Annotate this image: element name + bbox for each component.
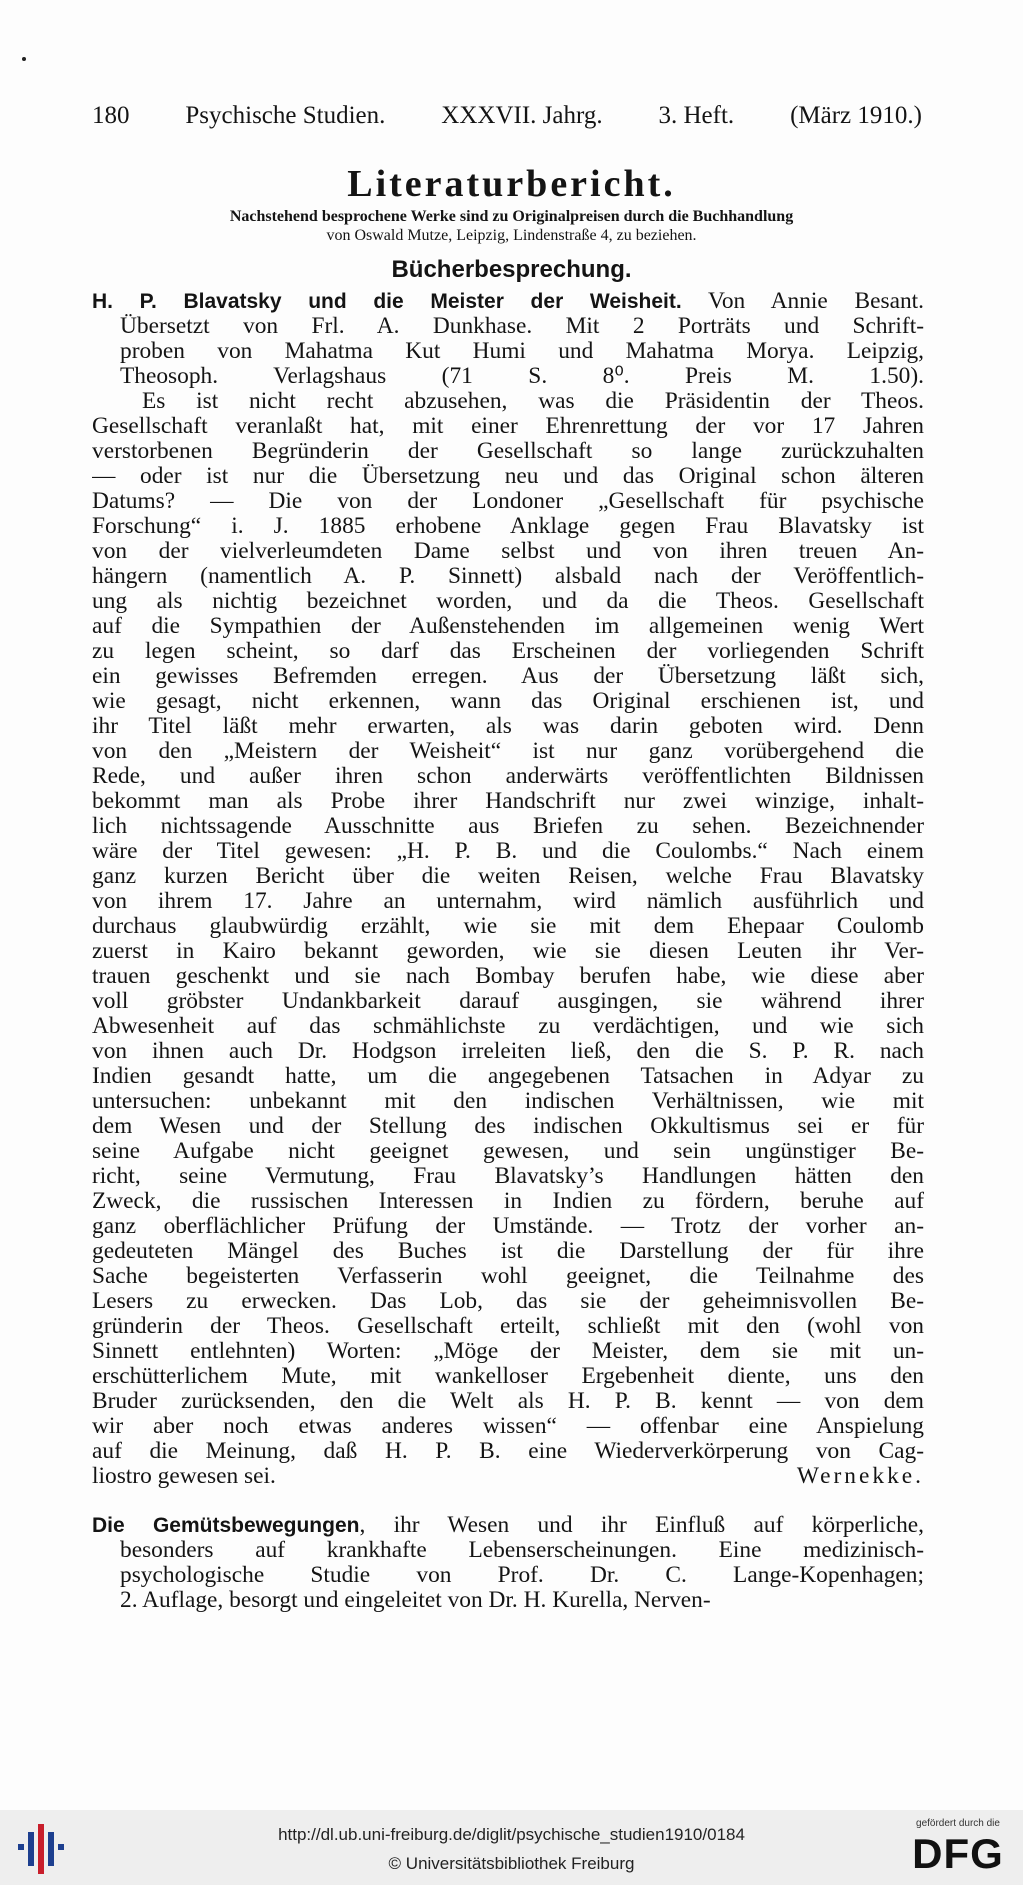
text-line: Gesellschaft veranlaßt hat, mit einer Ehrenrettung der vor 17 Jahren: [92, 414, 924, 439]
text-line: psychologische Studie von Prof. Dr. C. Lange-Kopenhagen;: [120, 1563, 924, 1588]
section-title: Literaturbericht.: [347, 163, 676, 205]
volume: XXXVII. Jahrg.: [441, 102, 603, 129]
text-line: dem Wesen und der Stellung des indischen Okkultismus sei er für: [92, 1114, 924, 1139]
text-line: Forschung“ i. J. 1885 erhobene Anklage gegen Frau Blavatsky ist: [92, 514, 924, 539]
text-line: bekommt man als Probe ihrer Handschrift nur zwei winzige, inhalt-: [92, 789, 924, 814]
review-heading-line: [92, 1513, 924, 1538]
running-head: [92, 102, 922, 130]
text-line: zuerst in Kairo bekannt geworden, wie sie diesen Leuten ihr Ver-: [92, 939, 924, 964]
reviewer-signature: Wernekke.: [796, 1464, 924, 1489]
text-line: Lesers zu erwecken. Das Lob, das sie der geheimnisvollen Be-: [92, 1289, 924, 1314]
section-subtitle: Bücherbesprechung.: [391, 256, 632, 283]
text-line: Datums? — Die von der Londoner „Gesellschaft für psychische: [92, 489, 924, 514]
text-line: gründerin der Theos. Gesellschaft erteilt, schließt mit den (wohl von: [92, 1314, 924, 1339]
review-heading-line: [92, 289, 924, 314]
text-line: seine Aufgabe nicht geeignet gewesen, und sein ungünstiger Be-: [92, 1139, 924, 1164]
text-line: besonders auf krankhafte Lebenserscheinungen. Eine medizinisch-: [120, 1538, 924, 1563]
text-line: auf die Meinung, daß H. P. B. eine Wiederverkörperung von Cag-: [92, 1439, 924, 1464]
purchase-note-line-1: Nachstehend besprochene Werke sind zu Originalpreisen durch die Buchhandlung: [229, 208, 794, 225]
text-line-content: liostro gewesen sei.: [92, 1464, 276, 1489]
text-line: verstorbenen Begründerin der Gesellschaft so lange zurückzuhalten: [92, 439, 924, 464]
text-line: Es ist nicht recht abzusehen, was die Präsidentin der Theos.: [142, 389, 924, 414]
text-line: wir aber noch etwas anderes wissen“ — offenbar eine Anspielung: [92, 1414, 924, 1439]
text-line: Übersetzt von Frl. A. Dunkhase. Mit 2 Porträts und Schrift-: [120, 314, 924, 339]
text-line: ganz kurzen Bericht über die weiten Reisen, welche Frau Blavatsky: [92, 864, 924, 889]
text-line: Abwesenheit auf das schmählichste zu verdächtigen, und wie sich: [92, 1014, 924, 1039]
text-line: ihr Titel läßt mehr erwarten, als was darin geboten wird. Denn: [92, 714, 924, 739]
book-author: Von Annie Besant.: [707, 289, 924, 314]
text-line: richt, seine Vermutung, Frau Blavatsky’s Handlungen hätten den: [92, 1164, 924, 1189]
text-line: Bruder zurücksenden, den die Welt als H. P. B. kennt — von dem: [92, 1389, 924, 1414]
text-line: gedeuteten Mängel des Buches ist die Darstellung der für ihre: [92, 1239, 924, 1264]
page-number: 180: [92, 102, 130, 129]
text-line: Indien gesandt hatte, um die angegebenen Tatsachen in Adyar zu: [92, 1064, 924, 1089]
text-line: proben von Mahatma Kut Humi und Mahatma Morya. Leipzig,: [120, 339, 924, 364]
viewer-footer: [0, 1810, 1023, 1885]
text-line: zu legen scheint, so darf das Erscheinen der vorliegenden Schrift: [92, 639, 924, 664]
copyright-notice: © Universitätsbibliothek Freiburg: [388, 1854, 635, 1873]
text-line: Zweck, die russischen Interessen in Indien zu fördern, beruhe auf: [92, 1189, 924, 1214]
sponsor-logo-text: DFG: [912, 1830, 1004, 1877]
book-subtitle: , ihr Wesen und ihr Einfluß auf körperliche,: [359, 1513, 924, 1538]
text-line: wäre der Titel gewesen: „H. P. B. und die Coulombs.“ Nach einem: [92, 839, 924, 864]
text-line: lich nichtssagende Ausschnitte aus Briefen zu sehen. Bezeichnender: [92, 814, 924, 839]
issue: 3. Heft.: [658, 102, 735, 129]
text-line: [92, 1464, 924, 1489]
issue-date: (März 1910.): [790, 102, 922, 129]
journal-name: Psychische Studien.: [185, 102, 386, 129]
text-line: Theosoph. Verlagshaus (71 S. 8⁰. Preis M. 1.50).: [120, 364, 924, 389]
text-line: — oder ist nur die Übersetzung neu und das Original schon älteren: [92, 464, 924, 489]
review-blavatsky: [92, 289, 924, 1489]
permalink[interactable]: http://dl.ub.uni-freiburg.de/diglit/psychische_studien1910/0184: [278, 1825, 745, 1844]
text-line: von der vielverleumdeten Dame selbst und von ihren treuen An-: [92, 539, 924, 564]
text-line: untersuchen: unbekannt mit den indischen Verhältnissen, wie mit: [92, 1089, 924, 1114]
text-line: von den „Meistern der Weisheit“ ist nur ganz vorübergehend die: [92, 739, 924, 764]
sponsor-note: gefördert durch die: [916, 1818, 1000, 1829]
text-line: durchaus glaubwürdig erzählt, wie sie mit dem Ehepaar Coulomb: [92, 914, 924, 939]
review-body: [92, 1538, 924, 1613]
text-line: wie gesagt, nicht erkennen, wann das Original erschienen ist, und: [92, 689, 924, 714]
text-line: Rede, und außer ihren schon anderwärts veröffentlichten Bildnissen: [92, 764, 924, 789]
text-line: von ihnen auch Dr. Hodgson irreleiten ließ, den die S. P. R. nach: [92, 1039, 924, 1064]
text-line: ein gewisses Befremden erregen. Aus der Übersetzung läßt sich,: [92, 664, 924, 689]
text-line: auf die Sympathien der Außenstehenden im allgemeinen wenig Wert: [92, 614, 924, 639]
text-line: 2. Auflage, besorgt und eingeleitet von Dr. H. Kurella, Nerven-: [120, 1588, 711, 1613]
book-title: Die Gemütsbewegungen: [92, 1514, 360, 1537]
dfg-logo-icon: [900, 1818, 1016, 1880]
scan-speck: [22, 57, 26, 61]
text-line: hängern (namentlich A. P. Sinnett) alsbald nach der Veröffentlich-: [92, 564, 924, 589]
text-line: ganz oberflächlicher Prüfung der Umstände. — Trotz der vorher an-: [92, 1214, 924, 1239]
text-line: ung als nichtig bezeichnet worden, und da die Theos. Gesellschaft: [92, 589, 924, 614]
book-title: H. P. Blavatsky und die Meister der Weisheit.: [92, 290, 682, 313]
text-line: trauen geschenkt und sie nach Bombay berufen habe, wie diese aber: [92, 964, 924, 989]
text-line: von ihrem 17. Jahre an unternahm, wird nämlich ausführlich und: [92, 889, 924, 914]
text-line: Sache begeisterten Verfasserin wohl geeignet, die Teilnahme des: [92, 1264, 924, 1289]
review-gemuetsbewegungen: [92, 1513, 924, 1613]
text-line: Sinnett entlehnten) Worten: „Möge der Meister, dem sie mit un-: [92, 1339, 924, 1364]
review-body: [92, 314, 924, 1489]
text-line: erschütterlichem Mute, mit wankelloser Ergebenheit diente, uns den: [92, 1364, 924, 1389]
text-line: voll gröbster Undankbarkeit darauf ausgingen, sie während ihrer: [92, 989, 924, 1014]
purchase-note-line-2: von Oswald Mutze, Leipzig, Lindenstraße 4, zu beziehen.: [326, 227, 697, 244]
